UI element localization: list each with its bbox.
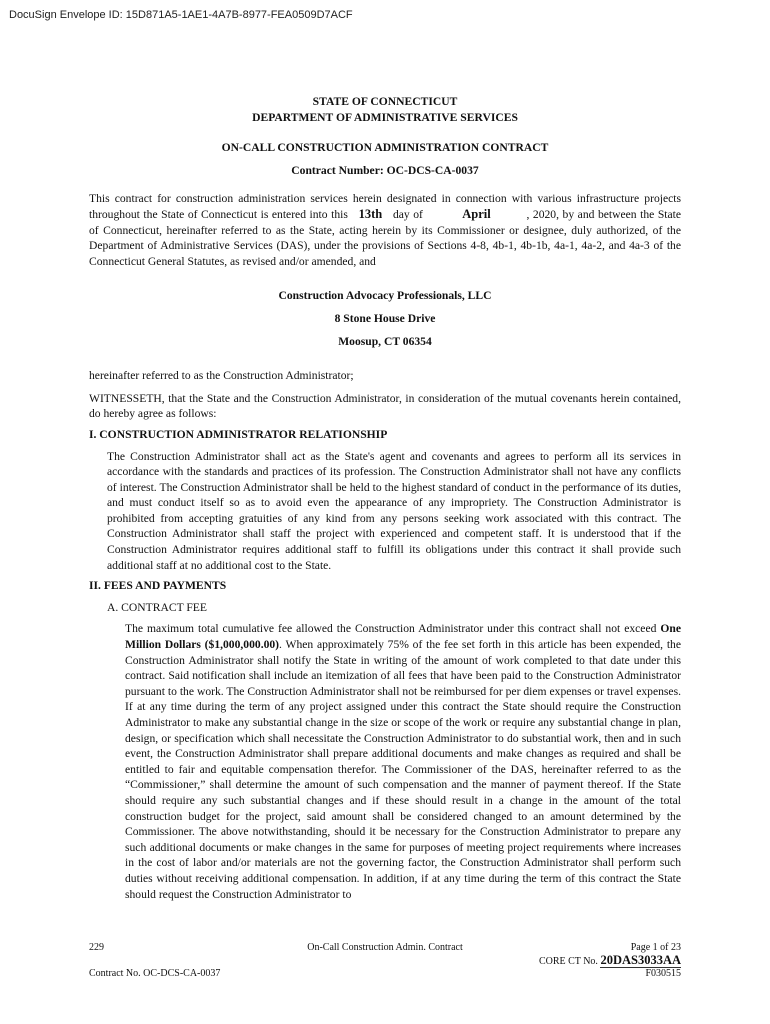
fee-text-b: . When approximately 75% of the fee set forth in this article has been expended, the Construction Administrator shall notify the State in writing of the amount of work completed to that date under this contract. Said notification shall include an itemization of all fees that have been paid to the Construction Administrator pursuant to the work. The Construction Administrator shall not be reimbursed for per diem expenses or travel expenses. If at any time during the term of any project assigned under this contract the State should require the Construction Administrator to make any substantial change in the size or scope of the work or require any substantial change in plan, design, or specification which shall necessitate the Construction Administrator to do substantial work, then and in such event, the Construction Administrator shall prepare additional documents and make changes as required and shall be entitled to fair and equitable compensation therefor. The Commissioner of the DAS, hereinafter referred to as the “Commissioner,” shall determine the amount of such compensation and the manner of payment thereof. If the State should require any such substantial changes and if these should result in a change in the amount of the total construction budget for the project, said amount shall be considered changed to an amount determined by the Commissioner. The above notwithstanding, should it be necessary for the Construction Administrator to prepare any such additional documents or make changes in the same for purposes of meeting project requirements where increases in the cost of labor and/or materials are not the governing factor, the Construction Administrator shall perform such duties without receiving additional compensation. In addition, if at any time during the term of this contract the State should request the Construction Administrator to	[125, 638, 681, 901]
footer-left-number: 229	[89, 942, 104, 953]
intro-paragraph	[89, 191, 681, 269]
day-of-label: day of	[392, 207, 423, 221]
contract-number: Contract Number: OC-DCS-CA-0037	[291, 163, 479, 177]
referred-text: hereinafter referred to as the Construction Administrator;	[89, 369, 354, 383]
section1-heading: I. CONSTRUCTION ADMINISTRATOR RELATIONSHIP	[89, 427, 388, 441]
contract-title: ON-CALL CONSTRUCTION ADMINISTRATION CONTRACT	[221, 141, 549, 155]
contractor-name: Construction Advocacy Professionals, LLC	[278, 289, 492, 303]
month-field: April	[462, 206, 491, 221]
docusign-envelope-id: DocuSign Envelope ID: 15D871A5-1AE1-4A7B-8977-FEA0509D7ACF	[9, 9, 353, 21]
footer-contract-no: Contract No. OC-DCS-CA-0037	[89, 968, 221, 979]
core-ct-label: CORE CT No.	[538, 956, 598, 967]
fee-text-a: The maximum total cumulative fee allowed the Construction Administrator under this contract shall not exceed	[125, 622, 657, 636]
intro-part2: , 2020, by and between the State of Connecticut, hereinafter referred to as the State, acting herein by its Commissioner or designee, duly authorized, of the Department of Administrative Services (DAS), under the provisions of Sections 4-8, 4b-1, 4b-1b, 4a-1, 4a-2, and 4a-3 of the Connecticut General Statutes, as revised and/or amended, and	[89, 207, 682, 268]
department-heading: DEPARTMENT OF ADMINISTRATIVE SERVICES	[252, 110, 518, 124]
contractor-street: 8 Stone House Drive	[334, 311, 436, 325]
fee-amount: One Million Dollars ($1,000,000.00)	[125, 622, 681, 652]
section2-subheading: A. CONTRACT FEE	[107, 600, 207, 614]
section1-body: The Construction Administrator shall act as the State's agent and covenants and agrees to perform all its services in accordance with the standards and practices of its profession. The Construction Administrator shall not have any conflicts of interest. The Construction Administrator shall be held to the highest standard of conduct in the performance of its duties, and must conduct itself so as to avoid even the appearance of any impropriety. The Construction Administrator is prohibited from accepting gratuities of any kind from any persons seeking work associated with this contract. The Construction Administrator shall staff the project with experienced and competent staff. It is understood that if the Construction Administrator requires additional staff to fulfill its obligations under this contract it shall provide such additional staff at no additional cost to the State.	[107, 449, 681, 572]
section2-heading: II. FEES AND PAYMENTS	[89, 579, 227, 593]
witnesseth-text: WITNESSETH, that the State and the Construction Administrator, in consideration of the mutual covenants herein contained, do hereby agree as follows:	[89, 391, 681, 421]
intro-part1: This contract for construction administration services herein designated in connection with various infrastructure projects throughout the State of Connecticut is entered into this	[89, 192, 681, 221]
footer-center-title: On-Call Construction Admin. Contract	[307, 942, 463, 953]
contract-page	[89, 94, 681, 902]
state-heading: STATE OF CONNECTICUT	[312, 95, 458, 108]
core-ct-value: 20DAS3033AA	[600, 953, 681, 967]
footer-form-number: F030515	[645, 968, 681, 979]
footer-page-number: Page 1 of 23	[630, 942, 681, 953]
day-field: 13th	[358, 206, 383, 221]
contractor-city: Moosup, CT 06354	[338, 334, 432, 348]
section2-body	[89, 621, 681, 902]
core-ct-number	[539, 953, 681, 968]
